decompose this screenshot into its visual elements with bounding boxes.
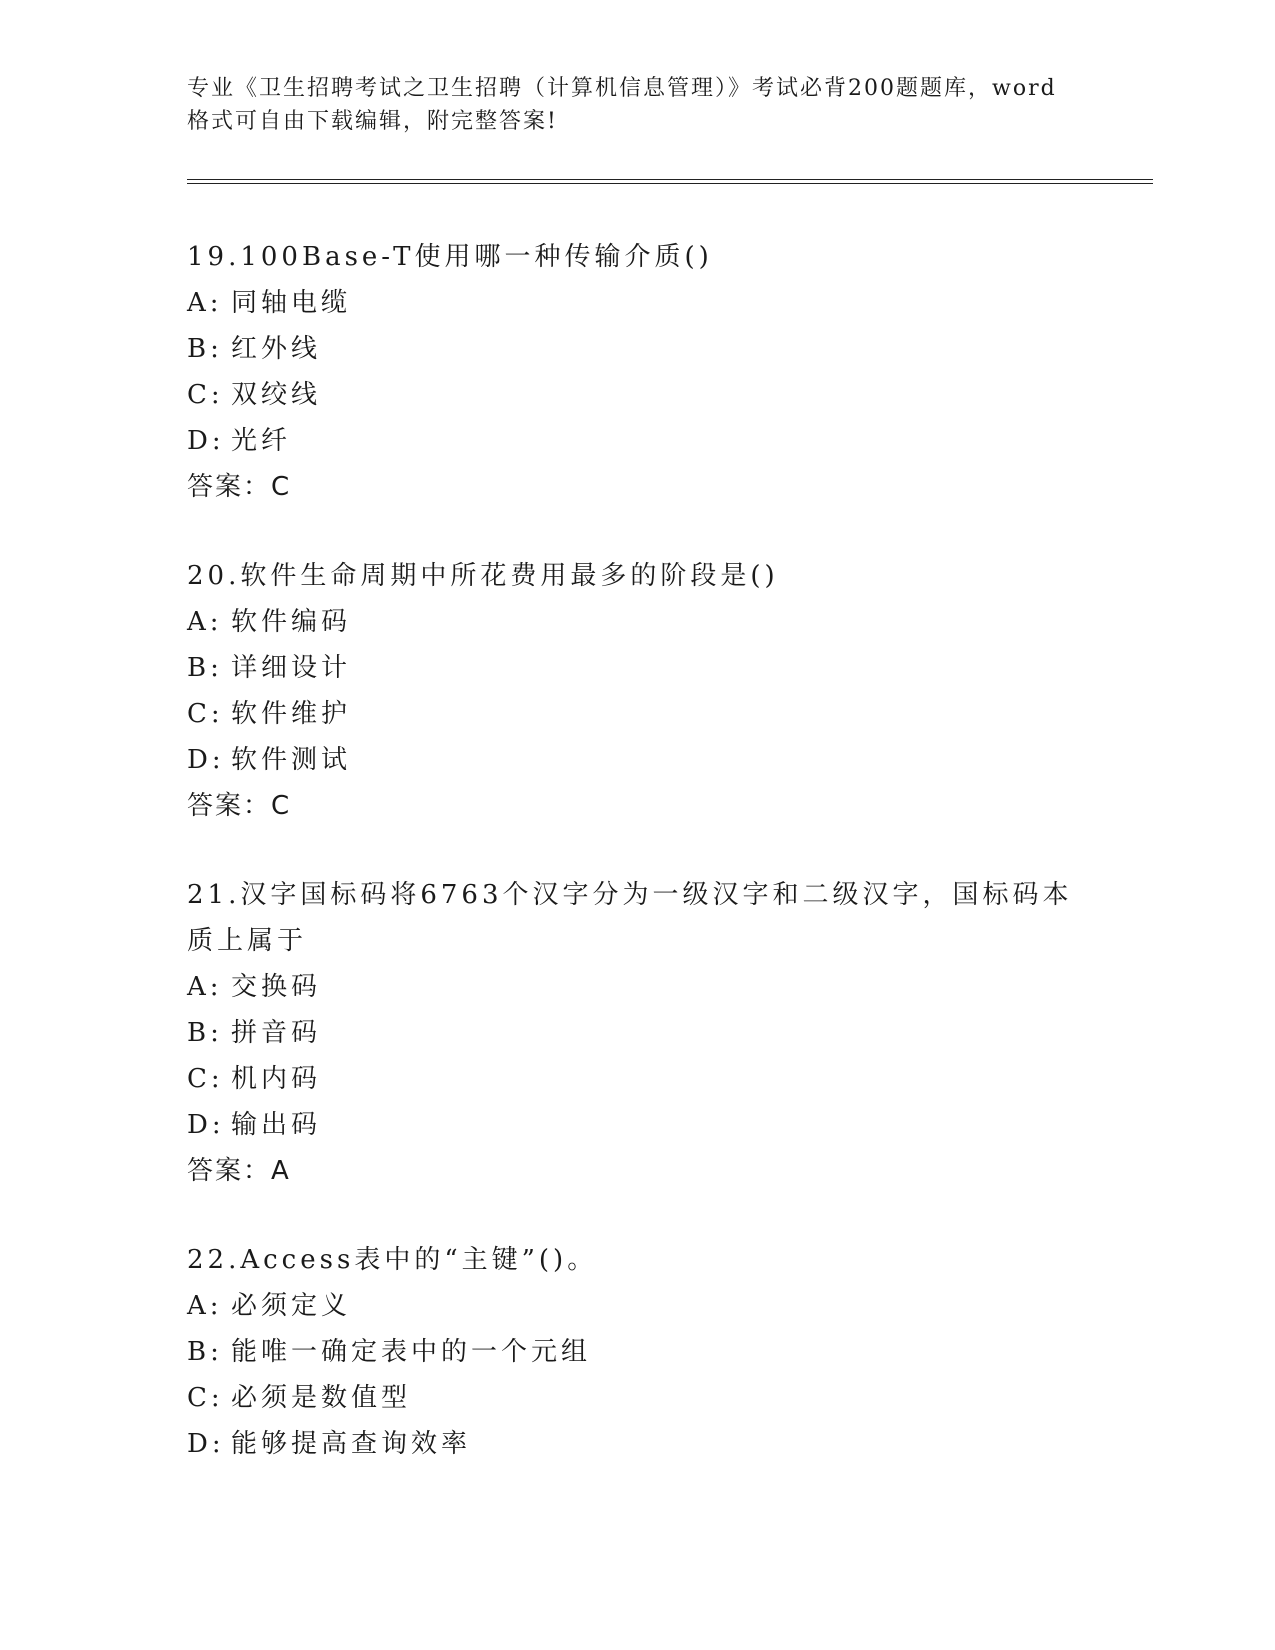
- option-text: 软件维护: [231, 699, 352, 729]
- option-letter: D:: [187, 1110, 225, 1140]
- option-d: [187, 1421, 1087, 1467]
- option-text: 同轴电缆: [231, 288, 352, 318]
- option-a: [187, 1283, 1087, 1329]
- answer-line: 答案：A: [187, 1156, 291, 1186]
- option-c: [187, 1056, 1087, 1102]
- option-b: [187, 1010, 1087, 1056]
- option-text: 光纤: [231, 426, 292, 456]
- question-21: [187, 872, 1087, 1194]
- option-text: 双绞线: [231, 380, 322, 410]
- option-c: [187, 1375, 1087, 1421]
- option-letter: B:: [187, 1337, 223, 1367]
- option-d: [187, 418, 1087, 464]
- question-stem: 21.汉字国标码将6763个汉字分为一级汉字和二级汉字，国标码本质上属于: [187, 880, 1073, 956]
- option-letter: A:: [187, 607, 223, 637]
- option-letter: B:: [187, 1018, 223, 1048]
- option-letter: A:: [187, 288, 223, 318]
- option-text: 输出码: [231, 1110, 322, 1140]
- document-header: [187, 72, 1087, 138]
- option-letter: A:: [187, 972, 223, 1002]
- option-text: 红外线: [231, 334, 322, 364]
- option-b: [187, 1329, 1087, 1375]
- option-b: [187, 326, 1087, 372]
- option-a: [187, 964, 1087, 1010]
- option-text: 必须定义: [231, 1291, 352, 1321]
- option-letter: A:: [187, 1291, 223, 1321]
- answer-line: 答案：C: [187, 472, 292, 502]
- option-text: 必须是数值型: [231, 1383, 412, 1413]
- option-text: 拼音码: [231, 1018, 322, 1048]
- header-line-1: 专业《卫生招聘考试之卫生招聘（计算机信息管理）》考试必背200题题库，word: [187, 76, 1057, 101]
- option-text: 能够提高查询效率: [231, 1429, 472, 1459]
- option-text: 机内码: [231, 1064, 322, 1094]
- question-list: [187, 234, 1087, 1510]
- option-d: [187, 737, 1087, 783]
- option-text: 详细设计: [231, 653, 352, 683]
- option-text: 交换码: [231, 972, 322, 1002]
- option-letter: D:: [187, 1429, 225, 1459]
- option-text: 能唯一确定表中的一个元组: [231, 1337, 592, 1367]
- option-letter: C:: [187, 1064, 224, 1094]
- option-text: 软件测试: [231, 745, 352, 775]
- option-a: [187, 599, 1087, 645]
- option-d: [187, 1102, 1087, 1148]
- question-stem: 19.100Base-T使用哪一种传输介质(): [187, 242, 713, 272]
- header-divider-top: [187, 179, 1153, 180]
- header-line-2: 格式可自由下载编辑，附完整答案!: [187, 109, 558, 134]
- option-letter: C:: [187, 699, 224, 729]
- answer-line: 答案：C: [187, 791, 292, 821]
- question-stem: 22.Access表中的“主键”()。: [187, 1245, 598, 1275]
- option-letter: C:: [187, 1383, 224, 1413]
- question-19: [187, 234, 1087, 510]
- option-text: 软件编码: [231, 607, 352, 637]
- option-b: [187, 645, 1087, 691]
- header-divider-bottom: [187, 183, 1153, 184]
- option-letter: D:: [187, 426, 225, 456]
- option-letter: B:: [187, 334, 223, 364]
- option-letter: C:: [187, 380, 224, 410]
- question-stem: 20.软件生命周期中所花费用最多的阶段是(): [187, 561, 779, 591]
- option-letter: D:: [187, 745, 225, 775]
- option-c: [187, 372, 1087, 418]
- option-c: [187, 691, 1087, 737]
- question-20: [187, 553, 1087, 829]
- option-a: [187, 280, 1087, 326]
- option-letter: B:: [187, 653, 223, 683]
- question-22: [187, 1237, 1087, 1467]
